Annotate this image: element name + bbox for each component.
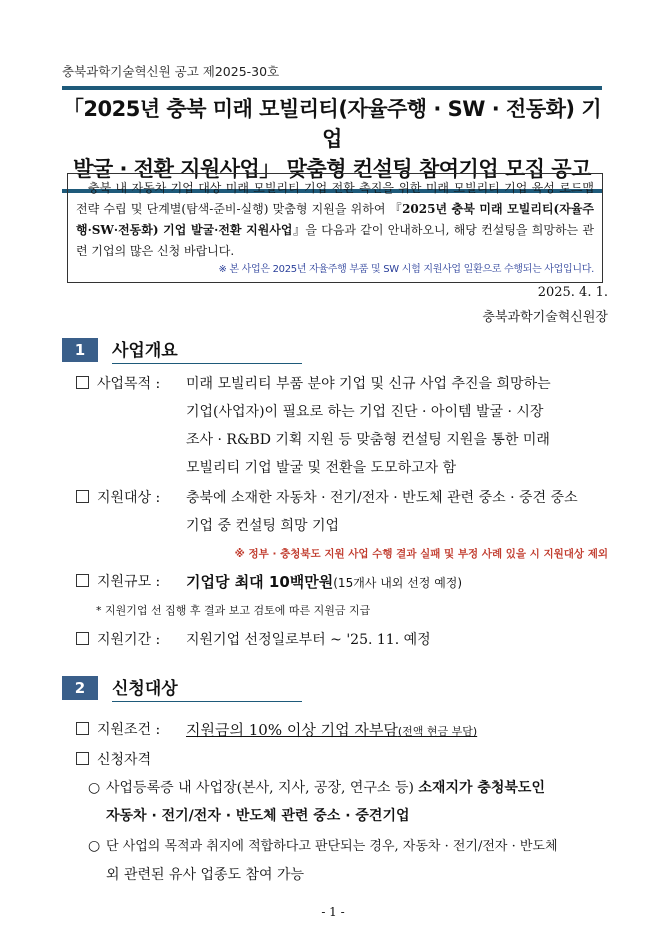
- section-1-header: [62, 336, 302, 364]
- condition-text: 지원금의 10% 이상 기업 자부담(전액 현금 부담): [186, 721, 478, 739]
- period-text: 지원기업 선정일로부터 ~ '25. 11. 예정: [186, 632, 431, 648]
- qualification-bullet-1: ○ 사업등록증 내 사업장(본사, 지사, 공장, 연구소 등) 소재지가 충청북도인 자동차 · 전기/전자 · 반도체 관련 중소 · 중견기업: [88, 780, 545, 824]
- intro-bold: 2025년 충북 미래 모빌리티(자율주행·SW·전동화) 기업 발굴·전환 지원사업: [76, 202, 594, 237]
- section-2-header: [62, 674, 302, 702]
- intro-part2: 』을 다음과 같이 안내하오니, 해당 컨설팅을 희망하는 관련 기업의 많은 신청 바랍니다.: [76, 223, 594, 258]
- page-number: - 1 -: [321, 905, 345, 919]
- issue-org: 충북과학기술혁신원장: [482, 310, 608, 325]
- section-1-number: 1: [62, 338, 98, 362]
- intro-box: [67, 173, 603, 283]
- checkbox-icon: [76, 574, 89, 587]
- qualification-bullet-2: ○ 단 사업의 목적과 취지에 적합하다고 판단되는 경우, 자동차 · 전기/전자 · 반도체 외 관련된 유사 업종도 참여 가능: [88, 838, 558, 883]
- notice-number: 충북과학기술혁신원 공고 제2025-30호: [62, 64, 280, 79]
- section-2-number: 2: [62, 676, 98, 700]
- title-line-1: 「2025년 충북 미래 모빌리티(자율주행 · SW · 전동화) 기업: [62, 97, 602, 151]
- section-1-title: 사업개요: [112, 336, 302, 364]
- scale-label: 지원규모 :: [76, 568, 160, 596]
- scale-text: 기업당 최대 10백만원(15개사 내외 선정 예정): [186, 573, 463, 591]
- checkbox-icon: [76, 722, 89, 735]
- target-label: 지원대상 :: [76, 484, 160, 512]
- section-2-title: 신청대상: [112, 674, 302, 702]
- purpose-text: 미래 모빌리티 부품 분야 기업 및 신규 사업 추진을 희망하는 기업(사업자)이 필요로 하는 기업 진단 · 아이템 발굴 · 시장 조사 · R&BD 기획 지원 등 맞춤형 컨설팅 지원을 통한 미래 모빌리티 기업 발굴 및 전환을 도모하고자 함: [186, 376, 551, 476]
- target-text: 충북에 소재한 자동차 · 전기/전자 · 반도체 관련 중소 · 중견 중소 기업 중 컨설팅 희망 기업: [186, 490, 578, 534]
- intro-text: [76, 178, 594, 262]
- checkbox-icon: [76, 632, 89, 645]
- period-label: 지원기간 :: [76, 626, 160, 654]
- qualification-label: 신청자격: [76, 746, 151, 774]
- intro-part1: 충북 내 자동차 기업 대상 미래 모빌리티 기업 전환 촉진을 위한 미래 모빌리티 기업 육성 로드맵 전략 수립 및 단계별(탐색-준비-실행) 맞춤형 지원을 위하여 『: [76, 181, 594, 216]
- checkbox-icon: [76, 376, 89, 389]
- checkbox-icon: [76, 752, 89, 765]
- target-note: ※ 정부 · 충청북도 지원 사업 수행 결과 실패 및 부정 사례 있을 시 지원대상 제외: [234, 548, 608, 560]
- title-line-2: 발굴 · 전환 지원사업」 맞춤형 컨설팅 참여기업 모집 공고: [73, 157, 591, 181]
- scale-note: * 지원기업 선 집행 후 결과 보고 검토에 따른 지원금 지급: [96, 604, 371, 617]
- intro-note: ※ 본 사업은 2025년 자율주행 부품 및 SW 시험 지원사업 일환으로 수행되는 사업입니다.: [218, 264, 594, 275]
- checkbox-icon: [76, 490, 89, 503]
- condition-label: 지원조건 :: [76, 716, 160, 744]
- issue-date: 2025. 4. 1.: [537, 285, 608, 300]
- purpose-label: 사업목적 :: [76, 370, 160, 398]
